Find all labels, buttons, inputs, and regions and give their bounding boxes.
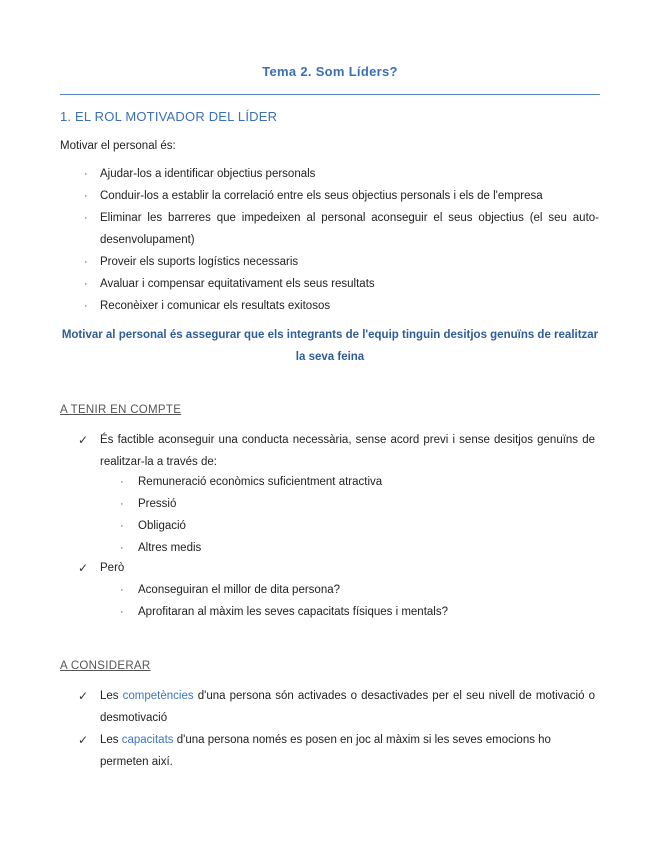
checkmark-icon: ✓ (78, 689, 89, 703)
sublist-item: · Aconseguiran el millor de dita persona? (120, 579, 590, 601)
bullet-dot-icon: · (84, 278, 88, 290)
bullet-dot-icon: · (120, 584, 124, 596)
check-item: ✓ Però (78, 557, 595, 579)
bullet-dot-icon: · (120, 542, 124, 554)
tenir-en-compte-list-a (78, 429, 595, 473)
list-item: · Eliminar les barreres que impedeixen al personal aconseguir el seus objectius (el seu auto-desenvolupament) (84, 207, 599, 251)
keyword-capacitats: capacitats (121, 734, 174, 746)
check-item: ✓ Les competències d'una persona són activades o desactivades per el seu nivell de motivació o desmotivació (78, 685, 595, 729)
tenir-en-compte-list-b (78, 557, 595, 579)
bullet-dot-icon: · (84, 256, 88, 268)
sublist-item: · Altres medis (120, 537, 590, 559)
bullet-dot-icon: · (120, 498, 124, 510)
checkmark-icon: ✓ (78, 433, 89, 447)
section-heading-a-considerar: A CONSIDERAR (60, 660, 151, 672)
check-item: ✓ Les capacitats d'una persona només es posen en joc al màxim si les seves emocions ho permeten així. (78, 729, 595, 773)
sublist-item: · Remuneració econòmics suficientment atractiva (120, 471, 590, 493)
title-divider (60, 94, 600, 95)
bullet-dot-icon: · (120, 606, 124, 618)
check-item: ✓ És factible aconseguir una conducta necessària, sense acord previ i sense desitjos genuïns de realitzar-la a través de: (78, 429, 595, 473)
page-title: Tema 2. Som Líders? (262, 64, 398, 79)
questions-sublist (120, 579, 590, 623)
list-item: · Proveir els suports logístics necessaris (84, 251, 599, 273)
intro-paragraph: Motivar el personal és: (60, 140, 176, 152)
section-heading-tenir-en-compte: A TENIR EN COMPTE (60, 404, 182, 416)
sublist-item: · Obligació (120, 515, 590, 537)
bullet-dot-icon: · (84, 212, 88, 224)
checkmark-icon: ✓ (78, 733, 89, 747)
bullet-dot-icon: · (84, 300, 88, 312)
list-item: · Ajudar-los a identificar objectius personals (84, 163, 599, 185)
motivation-list (84, 163, 599, 317)
keyword-competencies: competències (122, 690, 194, 702)
checkmark-icon: ✓ (78, 561, 89, 575)
bullet-dot-icon: · (84, 168, 88, 180)
sublist-item: · Aprofitaran al màxim les seves capacitats físiques i mentals? (120, 601, 590, 623)
key-statement: Motivar al personal és assegurar que els integrants de l'equip tinguin desitjos genuïns de realitzar la seva feina (61, 329, 599, 363)
list-item: · Avaluar i compensar equitativament els seus resultats (84, 273, 599, 295)
bullet-dot-icon: · (120, 476, 124, 488)
list-item: · Reconèixer i comunicar els resultats exitosos (84, 295, 599, 317)
means-sublist (120, 471, 590, 559)
list-item: · Conduir-los a establir la correlació entre els seus objectius personals i els de l'empresa (84, 185, 599, 207)
section-heading-rol-motivador: 1. EL ROL MOTIVADOR DEL LÍDER (60, 109, 278, 124)
bullet-dot-icon: · (120, 520, 124, 532)
bullet-dot-icon: · (84, 190, 88, 202)
sublist-item: · Pressió (120, 493, 590, 515)
a-considerar-list (78, 685, 595, 773)
